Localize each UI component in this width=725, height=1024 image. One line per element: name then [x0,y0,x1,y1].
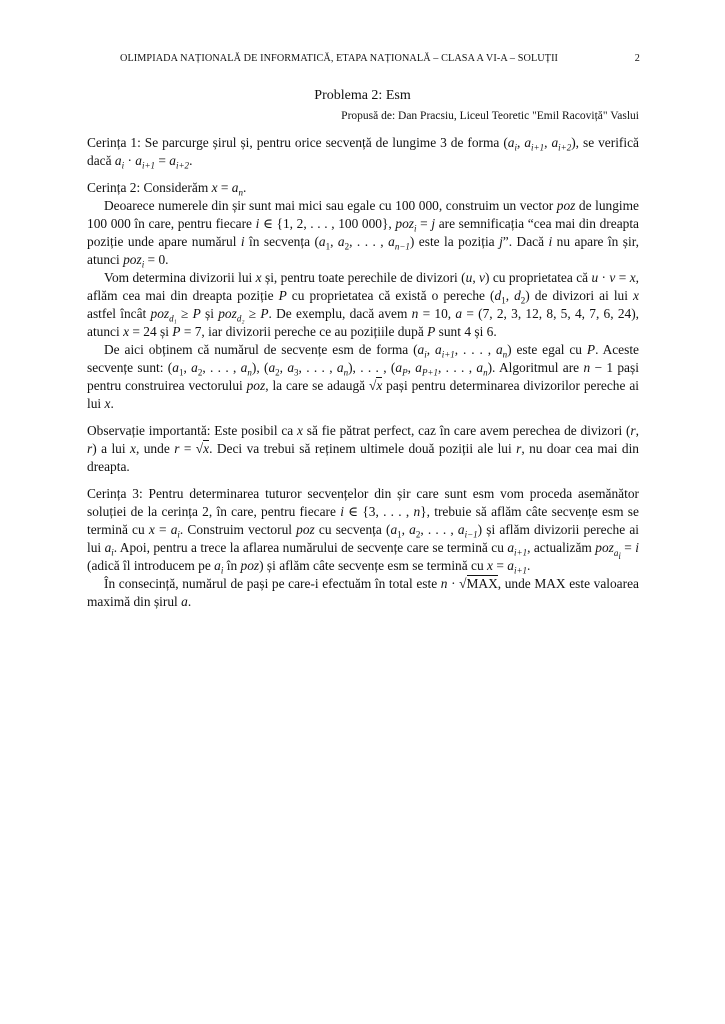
problem-title: Problema 2: Esm [314,88,411,103]
paragraph-cerinta-1: Cerința 1: Se parcurge șirul și, pentru orice secvență de lungime 3 de forma ($a_i$, $a_{i+1}$, $a_{i+2}$), se verifică dacă $a_i \cdot a_{i+1} = a_{i+2}$. [87,135,639,171]
solution-body [87,134,639,611]
paragraph-divizori: Vom determina divizorii lui x și, pentru toate perechile de divizori (u, v) cu proprietatea că u · v = x, aflăm cea mai din dreapta poziție P cu proprietatea că există o pereche ($d_1$, $d_2$) de divizori ai lui x astfel încât poz$_{d_1}$ ≥ P și poz$_{d_2}$ ≥ P. De exemplu, dacă avem n = 10, a = (7, 2, 3, 12, 8, 5, 4, 7, 6, 24), atunci x = 24 și P = 7, iar divizorii pereche ce au pozițiile după P sunt 4 și 6. [87,270,640,339]
paragraph-cerinta-3: Cerința 3: Pentru determinarea tuturor secvențelor din șir care sunt esm vom proceda asemănător soluției de la cerința 2, în care, pentru fiecare i ∈ {3, . . . , n}, trebuie să aflăm câte secvențe esm se termină cu $x = a_i$. Construim vectorul poz cu secvența ($a_1$, $a_2$, . . . , $a_{i-1}$) și aflăm divizorii pereche ai lui $a_i$. Apoi, pentru a trece la aflarea numărului de secvențe care se termină cu $a_{i+1}$, actualizăm poz$_{a_i}$ = i (adică îl introducem pe $a_i$ în poz) și aflăm câte secvențe esm se termină cu $x = a_{i+1}$. [87,486,640,576]
page-header [120,53,640,64]
running-title: OLIMPIADA NAȚIONALĂ DE INFORMATICĂ, ETAPA NAȚIONALĂ – CLASA A VI-A – SOLUȚII [120,53,559,64]
paragraph-cerinta-2: Cerința 2: Considerăm $x = a_n$. [87,180,247,198]
paragraph-observatie: Observație importantă: Este posibil ca x să fie pătrat perfect, caz în care avem perechea de divizori (r, r) a lui x, unde r = √x. Deci va trebui să reținem ultimele două poziții ale lui r, nu doar cea mai din dreapta. [87,423,639,474]
page-number: 2 [634,53,640,64]
paragraph-vector-poz: Deoarece numerele din șir sunt mai mici sau egale cu 100 000, construim un vector poz de lungime 100 000 în care, pentru fiecare i ∈ {1, 2, . . . , 100 000}, poz$_i$ = j are semnificația “cea mai din dreapta poziție unde apare numărul i în secvența ($a_1$, $a_2$, . . . , $a_{n-1}$) este la poziția j”. Dacă i nu apare în șir, atunci poz$_i$ = 0. [87,198,639,270]
paragraph-secvente: De aici obținem că numărul de secvențe esm de forma ($a_i$, $a_{i+1}$, . . . , $a_n$) este egal cu P. Aceste secvențe sunt: ($a_1$, $a_2$, . . . , $a_n$), ($a_2$, $a_3$, . . . , $a_n$), . . . , ($a_P$, $a_{P+1}$, . . . , $a_n$). Algoritmul are n − 1 pași pentru construirea vectorului poz, la care se adaugă √x pași pentru determinarea divizorilor pereche ai lui x. [87,342,640,411]
problem-author: Propusă de: Dan Pracsiu, Liceul Teoretic "Emil Racoviță" Vaslui [341,110,639,122]
paragraph-concluzie: În consecință, numărul de pași pe care-i efectuăm în total este n · √MAX, unde MAX este valoarea maximă din șirul a. [87,576,639,609]
